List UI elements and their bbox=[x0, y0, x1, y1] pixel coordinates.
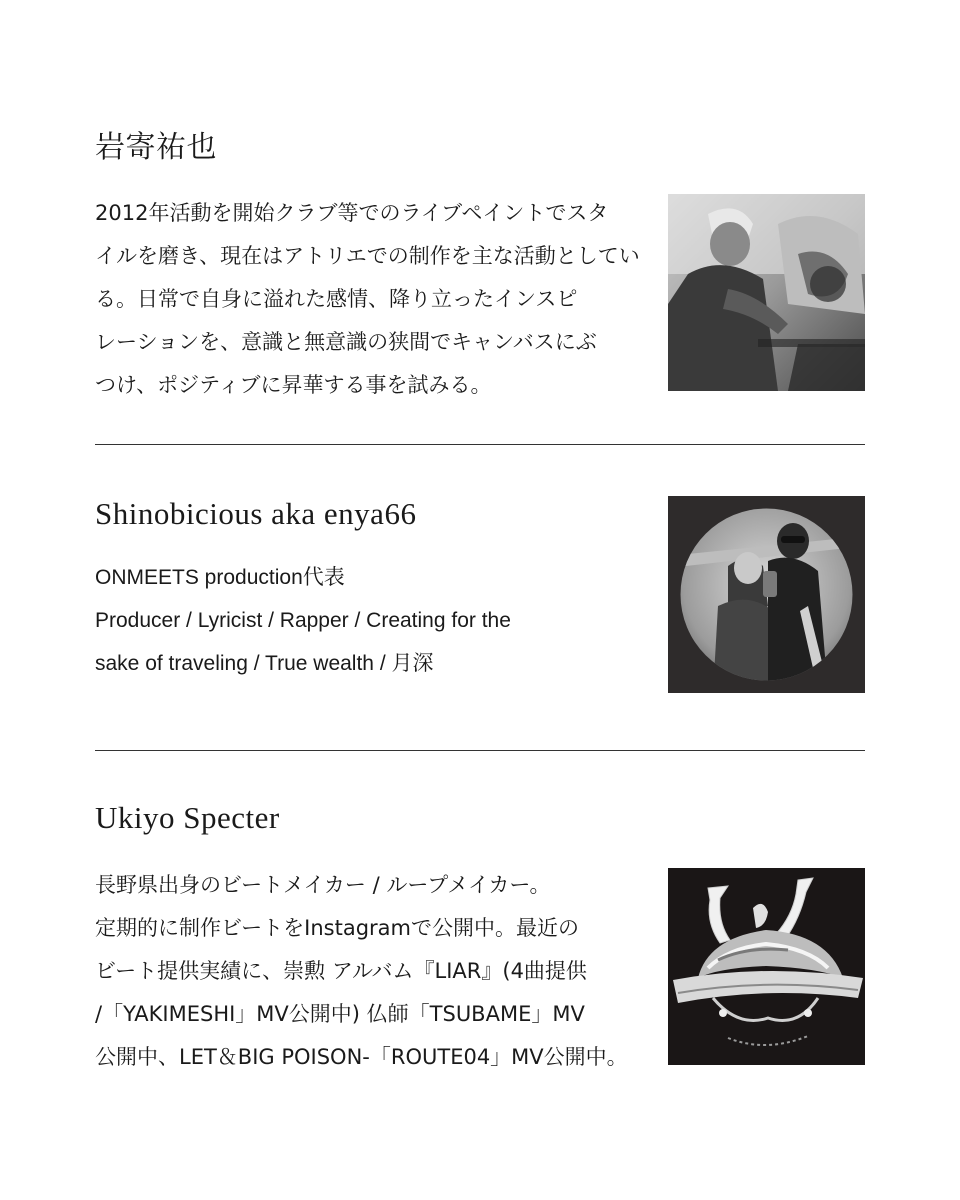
bio-line: Producer / Lyricist / Rapper / Creating for the bbox=[95, 609, 511, 632]
profile-bio bbox=[95, 192, 640, 407]
bio-line: ONMEETS production代表 bbox=[95, 566, 345, 589]
profile-name: Ukiyo Specter bbox=[95, 800, 280, 835]
profile-bio bbox=[95, 556, 640, 685]
bio-line: ビート提供実績に、崇勲 アルバム『LIAR』(4曲提供 bbox=[95, 959, 587, 983]
section-divider bbox=[95, 750, 865, 751]
helmet-artwork bbox=[668, 868, 865, 1065]
profile-iwasaki bbox=[95, 128, 865, 398]
bio-line: 定期的に制作ビートをInstagramで公開中。最近の bbox=[95, 916, 579, 940]
profile-bio bbox=[95, 864, 640, 1079]
profile-shinobicious bbox=[95, 494, 865, 694]
profile-ukiyo-specter bbox=[95, 798, 865, 1088]
profile-name: Shinobicious aka enya66 bbox=[95, 496, 417, 531]
bio-line: る。日常で自身に溢れた感情、降り立ったインスピ bbox=[95, 287, 578, 311]
profile-name: 岩寄祐也 bbox=[95, 130, 217, 165]
artist-photo bbox=[668, 194, 865, 391]
bio-line: 長野県出身のビートメイカー / ループメイカー。 bbox=[95, 873, 551, 897]
bio-line: 公開中、LET＆BIG POISON-「ROUTE04」MV公開中。 bbox=[95, 1045, 628, 1069]
bio-line: 2012年活動を開始クラブ等でのライブペイントでスタ bbox=[95, 201, 609, 225]
bio-line: レーションを、意識と無意識の狭間でキャンバスにぶ bbox=[95, 330, 597, 354]
circular-photo bbox=[668, 496, 865, 693]
bio-line: イルを磨き、現在はアトリエでの制作を主な活動としてい bbox=[95, 244, 640, 268]
section-divider bbox=[95, 444, 865, 445]
bio-line: /「YAKIMESHI」MV公開中) 仏師「TSUBAME」MV bbox=[95, 1002, 585, 1026]
bio-line: sake of traveling / True wealth / 月深 bbox=[95, 652, 434, 675]
bio-line: つけ、ポジティブに昇華する事を試みる。 bbox=[95, 373, 492, 397]
